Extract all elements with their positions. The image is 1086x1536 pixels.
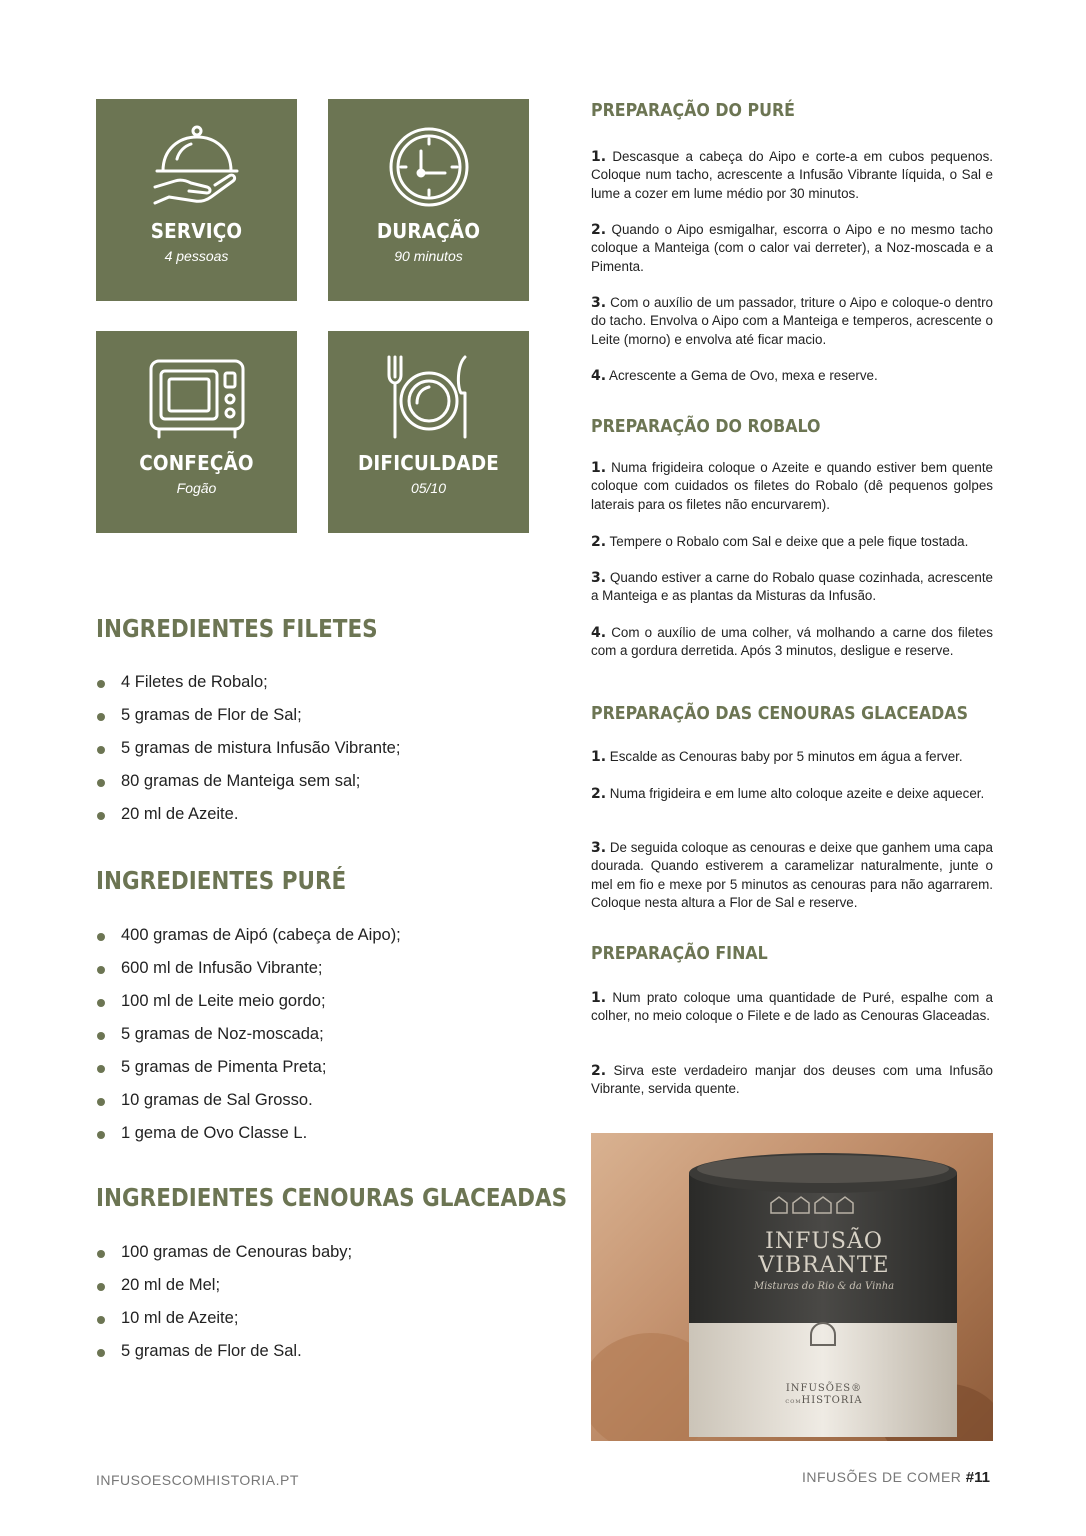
preparacao-final-title: PREPARAÇÃO FINAL <box>591 943 768 964</box>
plate-cutlery-icon <box>379 353 479 443</box>
clock-icon <box>381 121 477 211</box>
step-text: De seguida coloque as cenouras e deixe que ganhem uma capa dourada. Quando estiverem a caramelizar naturalmente, junte o mel em fio e mexe por 5 minutos as cenouras para não agarrarem. Coloque nesta altura a Flor de Sal e reserve. <box>591 840 993 910</box>
list-item: 1 gema de Ovo Classe L. <box>96 1122 536 1155</box>
tin-label-line3: Misturas do Rio & da Vinha <box>753 1281 895 1292</box>
footer-section: INFUSÕES DE COMER <box>802 1469 966 1485</box>
tile-duracao-title: DURAÇÃO <box>376 219 481 243</box>
microwave-icon <box>147 353 247 443</box>
list-item: 5 gramas de Noz-moscada; <box>96 1023 536 1056</box>
list-item: 100 gramas de Cenouras baby; <box>96 1241 536 1274</box>
preparacao-robalo-title: PREPARAÇÃO DO ROBALO <box>591 416 821 437</box>
preparacao-pure-step-3 <box>591 294 993 349</box>
tile-dificuldade-title: DIFICULDADE <box>357 451 500 475</box>
list-item: 5 gramas de Flor de Sal; <box>96 704 536 737</box>
tin-brand-line1: INFUSÕES® <box>785 1383 863 1394</box>
preparacao-pure-step-4 <box>591 367 993 385</box>
step-number: 1. <box>591 149 607 165</box>
step-number: 2. <box>591 222 607 238</box>
list-item: 600 ml de Infusão Vibrante; <box>96 957 536 990</box>
ingredientes-pure-title: INGREDIENTES PURÉ <box>96 866 347 895</box>
step-text: Escalde as Cenouras baby por 5 minutos em água a ferver. <box>609 749 963 764</box>
tile-confecao-title: CONFEÇÃO <box>139 451 254 475</box>
step-number: 1. <box>591 749 607 765</box>
tin-brand-small: COM <box>785 1399 802 1405</box>
list-item: 20 ml de Azeite. <box>96 803 536 836</box>
tile-confecao <box>96 331 297 533</box>
step-text: Quando o Aipo esmigalhar, escorra o Aipo e no mesmo tacho coloque a Manteiga (com o calor vai derreter), a Noz-moscada e a Pimenta. <box>591 222 993 274</box>
ingredientes-cenouras-title: INGREDIENTES CENOURAS GLACEADAS <box>96 1183 568 1212</box>
preparacao-cenouras-step-3 <box>591 839 993 912</box>
tile-servico <box>96 99 297 301</box>
step-text: Descasque a cabeça do Aipo e corte-a em cubos pequenos. Coloque num tacho, acrescente a Infusão Vibrante líquida, o Sal e lume a cozer em lume médio por 30 minutos. <box>591 149 994 201</box>
step-text: Tempere o Robalo com Sal e deixe que a pele fique tostada. <box>609 534 969 549</box>
preparacao-cenouras-title: PREPARAÇÃO DAS CENOURAS GLACEADAS <box>591 703 968 724</box>
step-text: Numa frigideira coloque o Azeite e quando estiver bem quente coloque com cuidados os filetes do Robalo (dê pequenos golpes laterais para os filetes não encurvarem). <box>591 460 993 512</box>
step-number: 4. <box>591 368 607 384</box>
tile-duracao <box>328 99 529 301</box>
preparacao-pure-step-1 <box>591 148 993 203</box>
step-text: Com o auxílio de um passador, triture o Aipo e coloque-o dentro do tacho. Envolva o Aipo com a Manteiga e temperos, acrescente o Leite (morno) e envolva até ficar macio. <box>591 295 993 347</box>
list-item: 100 ml de Leite meio gordo; <box>96 990 536 1023</box>
tile-dificuldade <box>328 331 529 533</box>
tile-servico-title: SERVIÇO <box>150 219 243 243</box>
tile-confecao-value: Fogão <box>176 480 217 496</box>
ingredientes-cenouras-list <box>96 1241 536 1373</box>
ingredientes-filetes-list <box>96 671 536 836</box>
tile-duracao-value: 90 minutos <box>394 248 463 264</box>
list-item: 5 gramas de Flor de Sal. <box>96 1340 536 1373</box>
step-number: 2. <box>591 786 607 802</box>
preparacao-robalo-step-4 <box>591 624 993 661</box>
step-text: Sirva este verdadeiro manjar dos deuses com uma Infusão Vibrante, servida quente. <box>591 1063 993 1097</box>
step-number: 3. <box>591 570 607 586</box>
ingredientes-pure-list <box>96 924 536 1155</box>
footer-page-label <box>802 1469 990 1486</box>
list-item: 400 gramas de Aipó (cabeça de Aipo); <box>96 924 536 957</box>
list-item: 5 gramas de Pimenta Preta; <box>96 1056 536 1089</box>
list-item: 5 gramas de mistura Infusão Vibrante; <box>96 737 536 770</box>
list-item: 4 Filetes de Robalo; <box>96 671 536 704</box>
list-item: 20 ml de Mel; <box>96 1274 536 1307</box>
step-number: 4. <box>591 625 607 641</box>
preparacao-pure-title: PREPARAÇÃO DO PURÉ <box>591 100 795 121</box>
cloche-icon <box>149 121 245 211</box>
preparacao-cenouras-step-2 <box>591 785 993 803</box>
step-number: 3. <box>591 295 607 311</box>
step-number: 2. <box>591 534 607 550</box>
tile-servico-value: 4 pessoas <box>164 248 229 264</box>
step-text: Numa frigideira e em lume alto coloque azeite e deixe aquecer. <box>609 786 985 801</box>
step-text: Acrescente a Gema de Ovo, mexa e reserve. <box>609 368 878 383</box>
ingredientes-filetes-title: INGREDIENTES FILETES <box>96 614 378 643</box>
list-item: 10 gramas de Sal Grosso. <box>96 1089 536 1122</box>
footer-website: INFUSOESCOMHISTORIA.PT <box>96 1472 299 1488</box>
product-photo <box>591 1133 993 1441</box>
preparacao-robalo-step-2 <box>591 533 1003 551</box>
tin-brand-line2 <box>761 1395 887 1406</box>
step-text: Num prato coloque uma quantidade de Puré, espalhe com a colher, no meio coloque o Filete e de lado as Cenouras Glaceadas. <box>591 990 993 1024</box>
step-text: Quando estiver a carne do Robalo quase cozinhada, acrescente a Manteiga e as plantas da Misturas da Infusão. <box>591 570 993 604</box>
step-number: 2. <box>591 1063 607 1079</box>
list-item: 80 gramas de Manteiga sem sal; <box>96 770 536 803</box>
tin-brand-name: HISTORIA <box>801 1395 863 1406</box>
preparacao-final-step-2 <box>591 1062 993 1099</box>
preparacao-final-step-1 <box>591 989 993 1026</box>
tile-dificuldade-value: 05/10 <box>410 480 447 496</box>
preparacao-cenouras-step-1 <box>591 748 993 766</box>
list-item: 10 ml de Azeite; <box>96 1307 536 1340</box>
tin-label-line2: VIBRANTE <box>758 1253 890 1278</box>
step-number: 1. <box>591 460 607 476</box>
preparacao-pure-step-2 <box>591 221 993 276</box>
step-number: 3. <box>591 840 607 856</box>
preparacao-robalo-step-1 <box>591 459 993 514</box>
preparacao-robalo-step-3 <box>591 569 993 606</box>
page-number: #11 <box>965 1469 990 1486</box>
step-text: Com o auxílio de uma colher, vá molhando a carne dos filetes com a gordura derretida. Após 3 minutos, desligue e reserve. <box>591 625 993 659</box>
tin-label-line1: INFUSÃO <box>765 1229 883 1254</box>
step-number: 1. <box>591 990 607 1006</box>
